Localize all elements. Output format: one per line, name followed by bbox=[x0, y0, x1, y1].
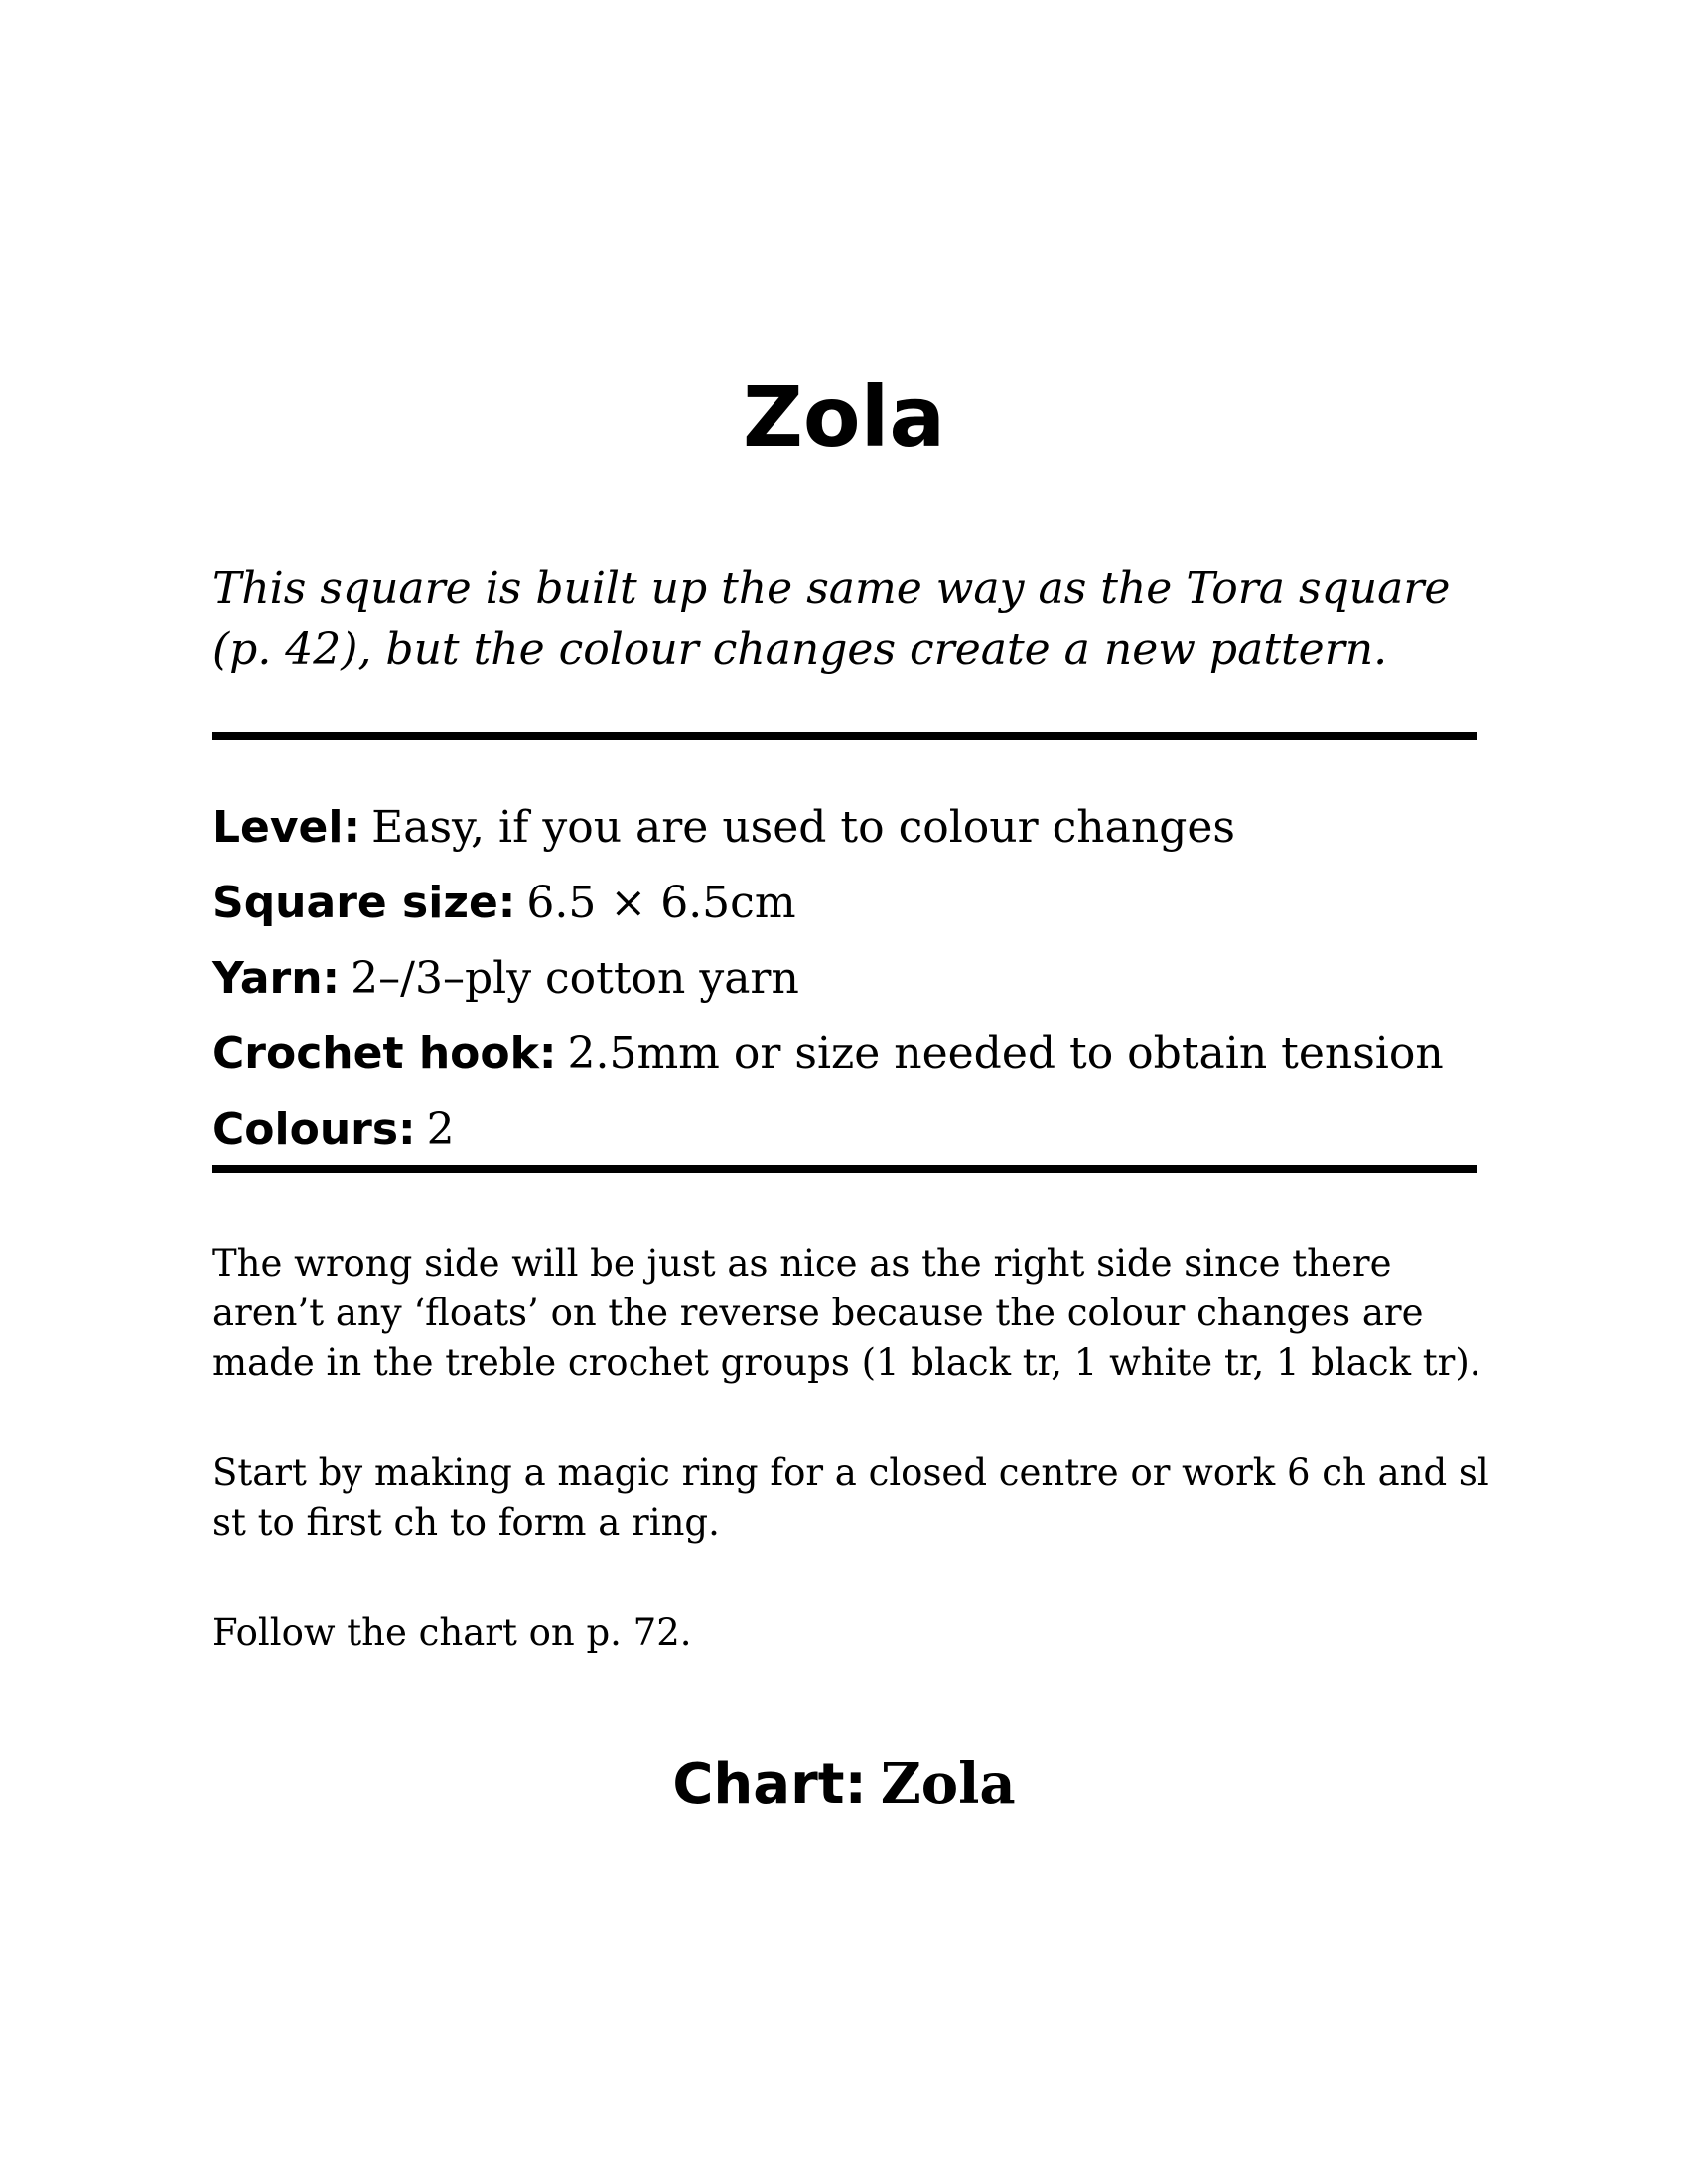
spec-value: 2.5mm or size needed to obtain tension bbox=[567, 1028, 1444, 1079]
paragraph-wrong-side: The wrong side will be just as nice as the right side since there aren’t any ‘floats’ on the reverse because the colour changes are made in the treble crochet groups (1 black tr, 1 white tr, 1 black tr). bbox=[212, 1242, 1481, 1384]
spec-label: Colours: bbox=[212, 1104, 416, 1155]
chart-heading bbox=[0, 1749, 1688, 1820]
paragraph-start: Start by making a magic ring for a closed centre or work 6 ch and sl st to first ch to form a ring. bbox=[212, 1451, 1489, 1544]
spec-label: Yarn: bbox=[212, 953, 341, 1004]
spec-value: 2 bbox=[426, 1104, 455, 1155]
spec-label: Level: bbox=[212, 802, 361, 853]
specs-list bbox=[212, 790, 1503, 1167]
page-title: Zola bbox=[742, 368, 946, 466]
spec-square-size bbox=[212, 866, 1503, 941]
bottom-divider bbox=[212, 1165, 1477, 1173]
spec-value: 2–/3–ply cotton yarn bbox=[351, 953, 799, 1004]
spec-value: Easy, if you are used to colour changes bbox=[371, 802, 1235, 853]
spec-value: 6.5 × 6.5cm bbox=[526, 878, 796, 928]
spec-colours bbox=[212, 1092, 1503, 1167]
spec-label: Square size: bbox=[212, 878, 516, 928]
spec-label: Crochet hook: bbox=[212, 1028, 557, 1079]
spec-crochet-hook bbox=[212, 1017, 1503, 1092]
intro-text: This square is built up the same way as the Tora square (p. 42), but the colour changes create a new pattern. bbox=[212, 563, 1451, 675]
chart-heading-value: Zola bbox=[880, 1751, 1016, 1817]
paragraph-follow-chart: Follow the chart on p. 72. bbox=[212, 1611, 692, 1654]
chart-heading-label: Chart: bbox=[672, 1752, 867, 1817]
spec-yarn bbox=[212, 941, 1503, 1017]
top-divider bbox=[212, 732, 1477, 740]
spec-level bbox=[212, 790, 1503, 866]
